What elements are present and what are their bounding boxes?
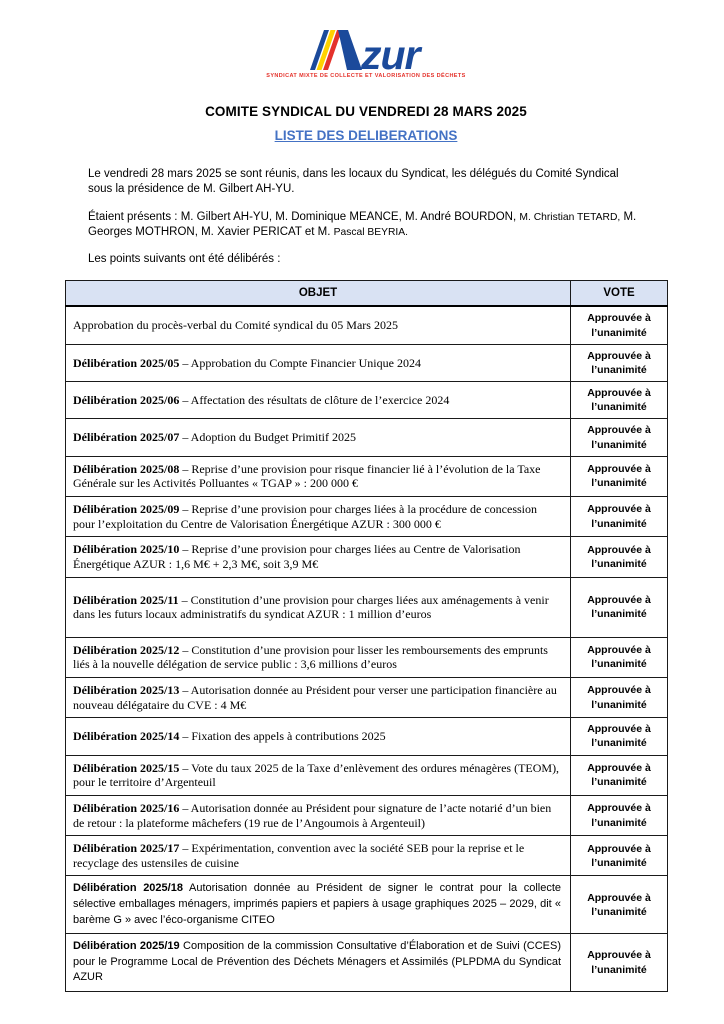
separator: – [179, 800, 191, 815]
deliberation-text: Vote du taux 2025 de la Taxe d’enlèvement des ordures ménagères (TEOM), pour le territoire d’Argenteuil [73, 760, 560, 790]
table-row [66, 718, 668, 755]
table-row [66, 419, 668, 456]
vote-cell: Approuvée à l’unanimité [571, 306, 668, 344]
vote-cell: Approuvée à l’unanimité [571, 577, 668, 637]
separator: – [179, 760, 192, 775]
vote-cell: Approuvée à l’unanimité [571, 934, 668, 992]
objet-cell [66, 836, 571, 876]
vote-cell: Approuvée à l’unanimité [571, 456, 668, 496]
logo-text: zur [360, 32, 420, 72]
separator: – [179, 430, 191, 445]
objet-cell [66, 795, 571, 835]
deliberation-text: Reprise d’une provision pour risque financier lié à l’évolution de la Taxe Générale sur les Activités Polluantes « TGAP » : 200 000 € [73, 461, 541, 491]
table-row [66, 637, 668, 677]
separator: – [179, 729, 192, 744]
deliberation-text: Constitution d’une provision pour lisser les remboursements des emprunts liés à la nouvelle délégation de service public : 3,6 millions d’euros [73, 642, 548, 672]
deliberation-text: Adoption du Budget Primitif 2025 [190, 430, 357, 445]
deliberation-number: Délibération 2025/19 [73, 940, 180, 953]
table-row [66, 306, 668, 344]
deliberation-text: Autorisation donnée au Président pour signature de l’acte notarié d’un bien de retour : la plateforme mâchefers (19 rue de l’Angoumois à Argenteuil) [73, 800, 552, 830]
table-row [66, 876, 668, 934]
vote-cell: Approuvée à l’unanimité [571, 419, 668, 456]
objet-cell [66, 456, 571, 496]
vote-cell: Approuvée à l’unanimité [571, 876, 668, 934]
column-header-vote: VOTE [571, 281, 668, 307]
vote-cell: Approuvée à l’unanimité [571, 637, 668, 677]
column-header-objet: OBJET [66, 281, 571, 307]
table-row [66, 456, 668, 496]
objet-cell [66, 678, 571, 718]
table-row [66, 497, 668, 537]
separator: – [178, 592, 191, 607]
deliberation-text: Reprise d’une provision pour charges liées à la procédure de concession pour l’exploitation du Centre de Valorisation Énergétique AZUR : 300 000 € [73, 502, 537, 531]
table-row [66, 678, 668, 718]
deliberation-number: Délibération 2025/09 [73, 502, 180, 517]
vote-cell: Approuvée à l’unanimité [571, 344, 668, 381]
objet-cell [66, 306, 571, 344]
attendees-text-2: M. Georges MOTHRON, M. Xavier PERICAT et M. [88, 210, 637, 238]
vote-cell: Approuvée à l’unanimité [571, 755, 668, 795]
objet-cell [66, 637, 571, 677]
logo [65, 26, 667, 82]
intro-paragraph-attendees [88, 210, 639, 241]
deliberation-number: Délibération 2025/08 [73, 461, 180, 476]
intro-paragraph-meeting: Le vendredi 28 mars 2025 se sont réunis, dans les locaux du Syndicat, les délégués du Comité Syndical sous la présidence de M. Gilbert AH-YU. [88, 168, 619, 196]
separator: – [179, 542, 192, 557]
separator: – [179, 502, 192, 517]
deliberation-text: Expérimentation, convention avec la société SEB pour la reprise et le recyclage des ustensiles de cuisine [73, 841, 525, 870]
deliberation-number: Délibération 2025/10 [73, 542, 180, 557]
deliberation-number: Délibération 2025/12 [73, 642, 180, 657]
objet-cell [66, 934, 571, 992]
deliberation-number: Délibération 2025/13 [73, 683, 180, 698]
separator: – [179, 683, 191, 698]
objet-cell [66, 577, 571, 637]
deliberation-number: Délibération 2025/18 [73, 882, 183, 895]
attendee-tetard: M. Christian TETARD, [519, 211, 621, 223]
separator: – [179, 841, 192, 856]
table-row [66, 344, 668, 381]
objet-cell [66, 382, 571, 419]
intro-section [88, 167, 639, 267]
vote-cell: Approuvée à l’unanimité [571, 497, 668, 537]
separator: – [179, 355, 191, 370]
deliberation-text: Autorisation donnée au Président de signer le contrat pour la collecte sélective emballages ménagers, imprimés papiers et papiers à usage graphiques 2025 – 2029, dit « barème G » avec l’éco-organisme CITEO [73, 882, 562, 926]
deliberation-text: Composition de la commission Consultative d’Élaboration et de Suivi (CCES) pour le Programme Local de Prévention des Déchets Ménagers et Assimilés (PLPDMA du Syndicat AZUR [73, 940, 561, 984]
vote-cell: Approuvée à l’unanimité [571, 678, 668, 718]
table-row [66, 934, 668, 992]
vote-cell: Approuvée à l’unanimité [571, 795, 668, 835]
deliberation-text: Reprise d’une provision pour charges liées au Centre de Valorisation Énergétique AZUR : 1,6 M€ + 2,3 M€, soit 3,9 M€ [73, 542, 521, 571]
deliberation-number: Délibération 2025/05 [73, 355, 180, 370]
deliberation-number: Délibération 2025/06 [73, 392, 180, 407]
deliberation-number: Délibération 2025/11 [73, 592, 179, 607]
objet-cell [66, 718, 571, 755]
attendees-text: Étaient présents : M. Gilbert AH-YU, M. Dominique MEANCE, M. André BOURDON, [88, 210, 520, 223]
deliberation-text: Approbation du procès-verbal du Comité syndical du 05 Mars 2025 [73, 318, 398, 333]
deliberation-number: Délibération 2025/15 [73, 760, 180, 775]
separator: – [179, 642, 192, 657]
deliberation-text: Fixation des appels à contributions 2025 [191, 729, 386, 744]
deliberation-number: Délibération 2025/14 [73, 729, 180, 744]
objet-cell [66, 419, 571, 456]
vote-cell: Approuvée à l’unanimité [571, 537, 668, 577]
separator: – [179, 461, 192, 476]
deliberation-number: Délibération 2025/07 [73, 430, 180, 445]
vote-cell: Approuvée à l’unanimité [571, 718, 668, 755]
deliberation-number: Délibération 2025/17 [73, 841, 180, 856]
objet-cell [66, 876, 571, 934]
deliberation-number: Délibération 2025/16 [73, 800, 180, 815]
deliberation-text: Autorisation donnée au Président pour verser une participation financière au nouveau délégataire du CVE : 4 M€ [73, 683, 557, 712]
page-subtitle: LISTE DES DELIBERATIONS [274, 128, 458, 143]
objet-cell [66, 344, 571, 381]
table-header-row [66, 281, 668, 307]
page-title: COMITE SYNDICAL DU VENDREDI 28 MARS 2025 [205, 104, 527, 119]
deliberation-text: Approbation du Compte Financier Unique 2024 [190, 355, 421, 370]
deliberation-text: Constitution d’une provision pour charges liées aux aménagements à venir dans les futurs locaux administratifs du syndicat AZUR : 1 million d’euros [73, 592, 549, 622]
separator: – [179, 392, 191, 407]
attendee-beyria: Pascal BEYRIA. [333, 226, 408, 238]
deliberation-text: Affectation des résultats de clôture de l’exercice 2024 [190, 392, 450, 407]
objet-cell [66, 537, 571, 577]
deliberations-table [65, 280, 668, 992]
intro-paragraph-lead-in: Les points suivants ont été délibérés : [88, 253, 281, 266]
table-row [66, 755, 668, 795]
vote-cell: Approuvée à l’unanimité [571, 382, 668, 419]
objet-cell [66, 497, 571, 537]
table-row [66, 577, 668, 637]
logo-tagline: SYNDICAT MIXTE DE COLLECTE ET VALORISATION DES DÉCHETS [266, 73, 466, 79]
azur-logo-icon [266, 26, 465, 79]
objet-cell [66, 755, 571, 795]
vote-cell: Approuvée à l’unanimité [571, 836, 668, 876]
table-row [66, 537, 668, 577]
table-row [66, 795, 668, 835]
table-row [66, 836, 668, 876]
table-row [66, 382, 668, 419]
azur-wordmark-icon [300, 26, 432, 72]
